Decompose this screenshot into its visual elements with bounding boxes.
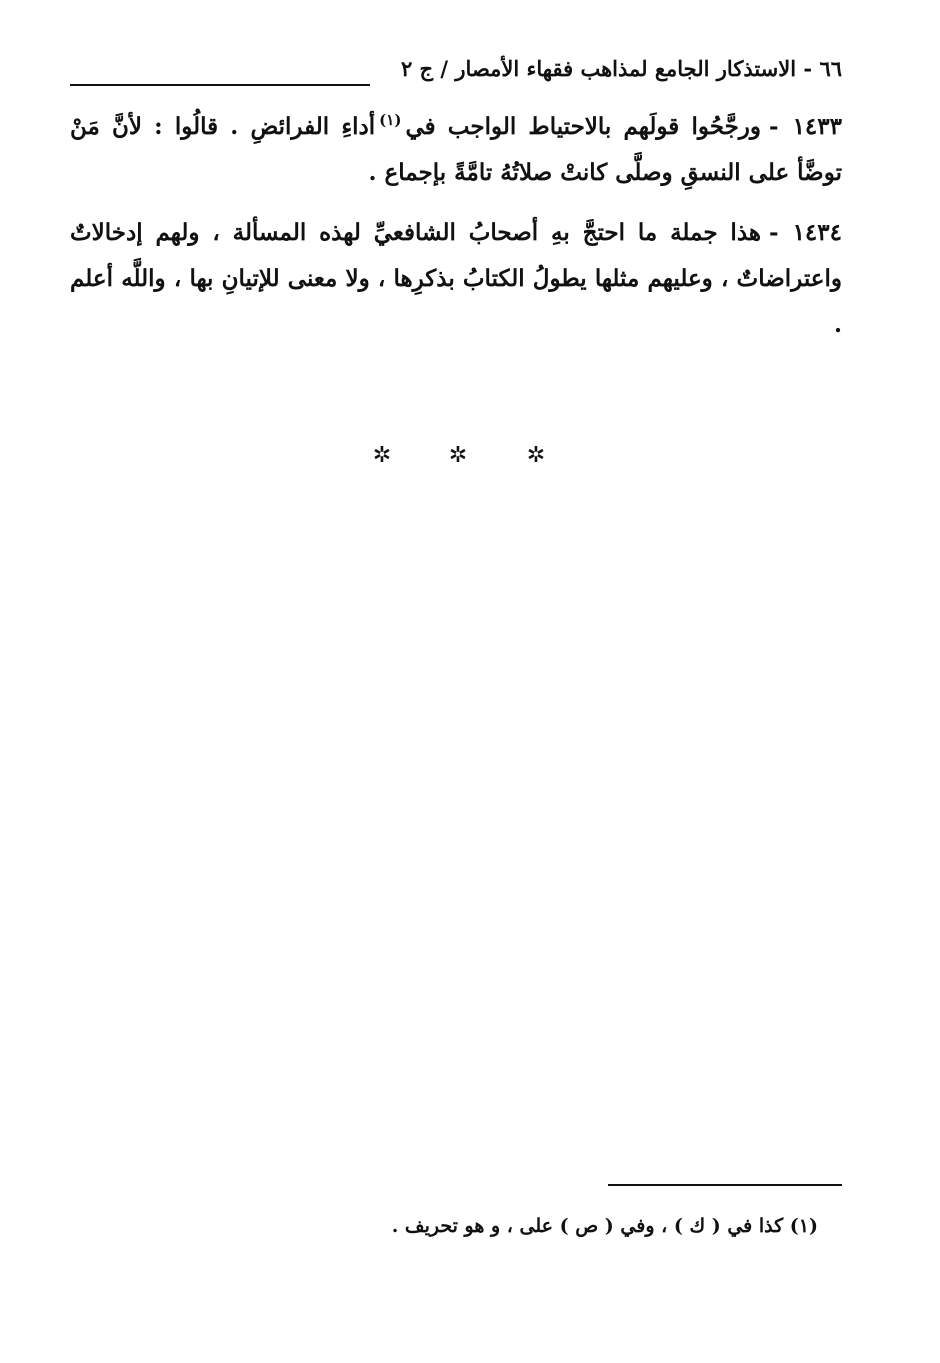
footnote-rule — [608, 1184, 842, 1186]
star-ornament-icon: ✲ — [448, 443, 468, 468]
paragraph-text: هذا جملة ما احتجَّ بهِ أصحابُ الشافعيِّ لهذه المسألة ، ولهم إدخالاتٌ واعتراضاتٌ ، وعليهم مثلها يطولُ الكتابُ بذكرِها ، ولا معنى للإتيانِ بها ، واللَّه أعلم . — [70, 219, 842, 338]
paragraph-1434 — [70, 210, 842, 348]
dash: - — [769, 219, 779, 246]
paragraph-number: ١٤٣٣ — [792, 113, 842, 140]
section-separator — [0, 436, 940, 476]
main-text — [70, 104, 842, 362]
footnote-reference[interactable]: (١) — [379, 111, 402, 129]
footnote-1: (١) كذا في ( ك ) ، وفي ( ص ) على ، و هو تحريف . — [391, 1215, 818, 1237]
star-ornament-icon: ✲ — [372, 443, 392, 468]
running-title: ٦٦ - الاستذكار الجامع لمذاهب فقهاء الأمصار / ج ٢ — [400, 56, 842, 81]
running-head — [70, 54, 842, 100]
paragraph-1433 — [70, 104, 842, 196]
header-rule — [70, 84, 370, 86]
paragraph-text-part-1: ورجَّحُوا قولَهم بالاحتياط الواجب في — [405, 113, 762, 140]
star-ornament-icon: ✲ — [526, 443, 546, 468]
paragraph-number: ١٤٣٤ — [792, 219, 842, 246]
dash: - — [769, 113, 779, 140]
paragraph-text-part-2: أداءِ الفرائضِ . قالُوا : لأنَّ مَنْ توضَّأ على النسقِ وصلَّى كانتْ صلاتُهُ تامَّةً بإجماع . — [70, 113, 842, 186]
